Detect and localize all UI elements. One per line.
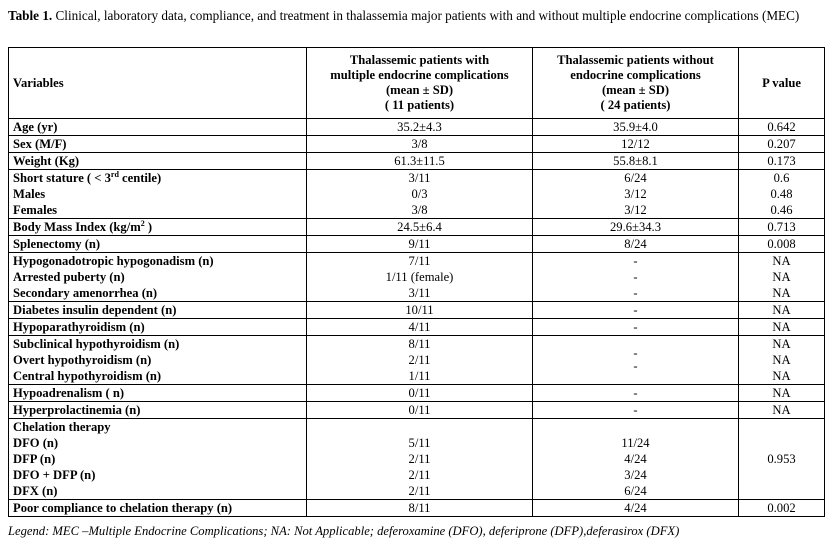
cell-mec: 2/11 <box>307 483 533 500</box>
row-label: Hypoparathyroidism (n) <box>9 319 307 336</box>
cell-mec: 0/11 <box>307 385 533 402</box>
table-row <box>9 319 825 336</box>
cell-pvalue: NA <box>739 269 825 285</box>
cell-pvalue: NA <box>739 302 825 319</box>
row-label: Hypoadrenalism ( n) <box>9 385 307 402</box>
row-label: Arrested puberty (n) <box>9 269 307 285</box>
table-row <box>9 236 825 253</box>
cell-mec: 8/11 <box>307 336 533 353</box>
table-row <box>9 119 825 136</box>
cell-nomec-dash: - <box>633 359 638 373</box>
header-nomec-line: Thalassemic patients without <box>557 53 714 67</box>
cell-mec: 35.2±4.3 <box>307 119 533 136</box>
cell-nomec: - <box>533 285 739 302</box>
row-label: Males <box>9 186 307 202</box>
cell-pvalue: 0.6 <box>739 170 825 187</box>
table-row <box>9 483 825 500</box>
table-caption <box>8 8 823 23</box>
cell-mec: 3/11 <box>307 170 533 187</box>
cell-pvalue: 0.713 <box>739 219 825 236</box>
cell-pvalue: NA <box>739 385 825 402</box>
cell-mec: 2/11 <box>307 451 533 467</box>
table-legend: Legend: MEC –Multiple Endocrine Complications; NA: Not Applicable; deferoxamine (DFO), deferiprone (DFP),deferasirox (DFX) <box>8 524 680 538</box>
cell-nomec: 29.6±34.3 <box>533 219 739 236</box>
header-nomec-line: (mean ± SD) <box>601 83 670 97</box>
cell-pvalue: NA <box>739 319 825 336</box>
row-label: Poor compliance to chelation therapy (n) <box>9 500 307 517</box>
cell-pvalue: 0.173 <box>739 153 825 170</box>
row-label-superscript: rd <box>110 170 119 179</box>
cell-nomec <box>533 419 739 436</box>
cell-nomec: 3/24 <box>533 467 739 483</box>
cell-nomec: 3/12 <box>533 202 739 219</box>
header-pvalue: P value <box>739 48 825 119</box>
cell-mec: 61.3±11.5 <box>307 153 533 170</box>
cell-nomec: 12/12 <box>533 136 739 153</box>
row-label: Age (yr) <box>9 119 307 136</box>
cell-mec: 10/11 <box>307 302 533 319</box>
cell-pvalue: 0.642 <box>739 119 825 136</box>
row-label: Hypogonadotropic hypogonadism (n) <box>9 253 307 270</box>
row-label: DFO + DFP (n) <box>9 467 307 483</box>
cell-nomec-merged <box>533 336 739 385</box>
cell-mec: 0/11 <box>307 402 533 419</box>
cell-mec: 2/11 <box>307 352 533 368</box>
cell-pvalue: 0.46 <box>739 202 825 219</box>
table-row <box>9 419 825 436</box>
cell-pvalue: NA <box>739 253 825 270</box>
cell-nomec: 6/24 <box>533 170 739 187</box>
row-label: Central hypothyroidism (n) <box>9 368 307 385</box>
table-row <box>9 302 825 319</box>
cell-nomec: 55.8±8.1 <box>533 153 739 170</box>
cell-nomec: 11/24 <box>533 435 739 451</box>
table-row <box>9 500 825 517</box>
row-label: DFO (n) <box>9 435 307 451</box>
row-label: DFX (n) <box>9 483 307 500</box>
row-label <box>9 219 307 236</box>
row-label: Weight (Kg) <box>9 153 307 170</box>
cell-pvalue: 0.48 <box>739 186 825 202</box>
table-row <box>9 435 825 451</box>
cell-nomec: 4/24 <box>533 500 739 517</box>
cell-pvalue: 0.207 <box>739 136 825 153</box>
header-row <box>9 48 825 119</box>
row-label-text: ) <box>144 220 153 234</box>
row-label: DFP (n) <box>9 451 307 467</box>
cell-pvalue: 0.002 <box>739 500 825 517</box>
cell-pvalue: NA <box>739 402 825 419</box>
cell-pvalue: NA <box>739 368 825 385</box>
cell-mec: 1/11 <box>307 368 533 385</box>
row-label: Subclinical hypothyroidism (n) <box>9 336 307 353</box>
data-table <box>8 47 825 517</box>
row-label: Splenectomy (n) <box>9 236 307 253</box>
row-label: Overt hypothyroidism (n) <box>9 352 307 368</box>
header-nomec <box>533 48 739 119</box>
cell-mec: 24.5±6.4 <box>307 219 533 236</box>
table-label: Table 1. <box>8 8 53 23</box>
cell-pvalue: NA <box>739 285 825 302</box>
table-row <box>9 170 825 187</box>
row-label: Sex (M/F) <box>9 136 307 153</box>
table-row <box>9 269 825 285</box>
row-label-text: Body Mass Index (kg/m <box>13 220 141 234</box>
table-row <box>9 336 825 353</box>
cell-mec: 1/11 (female) <box>307 269 533 285</box>
header-mec <box>307 48 533 119</box>
cell-nomec: - <box>533 385 739 402</box>
header-variables: Variables <box>9 48 307 119</box>
cell-pvalue: 0.953 <box>767 452 796 466</box>
table-row <box>9 285 825 302</box>
cell-nomec: 35.9±4.0 <box>533 119 739 136</box>
row-label-text: Short stature ( < 3 <box>13 171 111 185</box>
row-label-superscript: 2 <box>140 219 145 228</box>
cell-nomec: - <box>533 253 739 270</box>
cell-mec: 3/8 <box>307 202 533 219</box>
header-nomec-line: ( 24 patients) <box>600 98 671 112</box>
row-label <box>9 170 307 187</box>
cell-nomec: - <box>533 269 739 285</box>
table-row <box>9 467 825 483</box>
table-row <box>9 253 825 270</box>
row-label: Hyperprolactinemia (n) <box>9 402 307 419</box>
header-nomec-line: endocrine complications <box>570 68 701 82</box>
row-label-text: centile) <box>118 171 162 185</box>
table-row <box>9 402 825 419</box>
row-label: Chelation therapy <box>9 419 307 436</box>
cell-nomec: 6/24 <box>533 483 739 500</box>
cell-mec: 8/11 <box>307 500 533 517</box>
cell-nomec: 3/12 <box>533 186 739 202</box>
table-row <box>9 385 825 402</box>
cell-nomec: - <box>533 302 739 319</box>
cell-mec: 3/11 <box>307 285 533 302</box>
cell-nomec: - <box>533 319 739 336</box>
header-mec-line: ( 11 patients) <box>384 98 455 112</box>
cell-nomec-dash: - <box>633 346 638 360</box>
table-row <box>9 186 825 202</box>
header-mec-line: multiple endocrine complications <box>330 68 509 82</box>
cell-pvalue: NA <box>739 336 825 353</box>
table-row <box>9 219 825 236</box>
cell-mec: 4/11 <box>307 319 533 336</box>
row-label: Secondary amenorrhea (n) <box>9 285 307 302</box>
cell-mec: 5/11 <box>307 435 533 451</box>
cell-nomec: 4/24 <box>533 451 739 467</box>
header-mec-line: (mean ± SD) <box>385 83 454 97</box>
cell-nomec: 8/24 <box>533 236 739 253</box>
row-label: Females <box>9 202 307 219</box>
cell-mec: 7/11 <box>307 253 533 270</box>
cell-pvalue: 0.008 <box>739 236 825 253</box>
table-row <box>9 136 825 153</box>
cell-nomec: - <box>533 402 739 419</box>
table-row <box>9 202 825 219</box>
cell-mec: 3/8 <box>307 136 533 153</box>
cell-mec: 2/11 <box>307 467 533 483</box>
table-row <box>9 153 825 170</box>
header-mec-line: Thalassemic patients with <box>349 53 490 67</box>
table-row <box>9 451 825 467</box>
cell-pvalue: NA <box>739 352 825 368</box>
caption-text: Clinical, laboratory data, compliance, and treatment in thalassemia major patients with and without multiple endocrine complications (MEC) <box>52 8 800 23</box>
cell-mec: 0/3 <box>307 186 533 202</box>
cell-mec <box>307 419 533 436</box>
row-label: Diabetes insulin dependent (n) <box>9 302 307 319</box>
cell-mec: 9/11 <box>307 236 533 253</box>
cell-pvalue-merged <box>739 419 825 500</box>
